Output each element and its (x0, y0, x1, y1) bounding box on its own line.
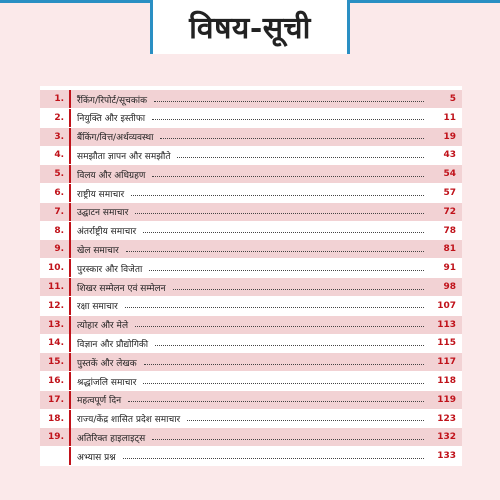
toc-row[interactable] (40, 165, 462, 183)
toc-entry-page: 123 (437, 413, 456, 424)
dot-leader (144, 364, 424, 365)
toc-row[interactable] (40, 353, 462, 371)
toc-entry-number: 8. (54, 225, 64, 236)
dot-leader (152, 439, 424, 440)
toc-entry-label: शिखर सम्मेलन एवं सम्मेलन (77, 283, 166, 294)
divider-line (69, 391, 71, 409)
divider-line (69, 90, 71, 108)
toc-row[interactable] (40, 128, 462, 146)
toc-entry-number: 13. (48, 319, 64, 330)
toc-entry-label: अंतर्राष्ट्रीय समाचार (77, 227, 137, 238)
toc-entry-label: नियुक्ति और इस्तीफा (77, 114, 146, 125)
toc-entry-label: विज्ञान और प्रौद्योगिकी (77, 339, 149, 350)
toc-entry-label: विलय और अधिग्रहण (77, 170, 146, 181)
toc-row[interactable] (40, 278, 462, 296)
toc-entry-label: बैंकिंग/वित्त/अर्थव्यवस्था (77, 133, 154, 144)
toc-entry-label: खेल समाचार (77, 245, 119, 256)
toc-entry-label: श्रद्धांजलि समाचार (77, 377, 137, 388)
dot-leader (128, 401, 424, 402)
toc-entry-page: 107 (437, 300, 456, 311)
toc-entry-page: 81 (443, 244, 456, 255)
toc-entry-page: 98 (443, 282, 456, 292)
page-title: विषय-सूची (189, 11, 311, 46)
dot-leader (126, 251, 424, 252)
toc-entry-page: 113 (437, 319, 456, 330)
toc-entry-number: 11. (48, 282, 64, 292)
toc-row[interactable] (40, 391, 462, 409)
toc-row[interactable] (40, 410, 462, 428)
toc-entry-page: 115 (437, 338, 456, 349)
dot-leader (155, 345, 424, 346)
toc-entry-label: राष्ट्रीय समाचार (77, 189, 125, 200)
toc-entry-number: 7. (54, 206, 64, 217)
toc-entry-number: 3. (54, 131, 64, 142)
toc-entry-page: 11 (443, 112, 456, 123)
toc-row[interactable] (40, 372, 462, 390)
divider-line (69, 222, 71, 240)
toc-entry-page: 57 (443, 188, 456, 198)
toc-row[interactable] (40, 334, 462, 352)
dot-leader (173, 289, 424, 290)
toc-entry-label: राज्य/केंद्र शासित प्रदेश समाचार (77, 415, 181, 426)
toc-entry-number: 2. (54, 112, 64, 123)
title-banner (150, 0, 350, 54)
toc-row[interactable] (40, 259, 462, 277)
divider-line (69, 334, 71, 352)
toc-entry-number: 12. (48, 300, 64, 311)
toc-row[interactable] (40, 203, 462, 221)
divider-line (69, 203, 71, 221)
toc-entry-number: 6. (54, 188, 64, 198)
toc-entry-label: अतिरिक्त हाइलाइट्स (77, 433, 146, 444)
toc-entry-label: अभ्यास प्रश्न (77, 452, 116, 463)
dot-leader (143, 232, 424, 233)
divider-line (69, 297, 71, 315)
toc-entry-label: समझौता ज्ञापन और समझौते (77, 151, 171, 162)
toc-entry-label: पुस्तकें और लेखक (77, 358, 137, 369)
dot-leader (152, 119, 424, 120)
toc-entry-number: 9. (54, 244, 64, 255)
toc-row[interactable] (40, 90, 462, 108)
toc-row[interactable] (40, 297, 462, 315)
toc-entry-number: 14. (48, 338, 64, 349)
toc-row[interactable] (40, 316, 462, 334)
toc-entry-number: 15. (48, 357, 64, 368)
toc-entry-page: 54 (443, 169, 456, 180)
toc-entry-label: महत्वपूर्ण दिन (77, 396, 122, 407)
toc-entry-number: 18. (48, 413, 64, 424)
toc-entry-number: 16. (48, 376, 64, 386)
divider-line (69, 278, 71, 296)
divider-line (69, 353, 71, 371)
toc-entry-page: 132 (437, 432, 456, 443)
dot-leader (125, 307, 424, 308)
toc-entry-number: 10. (48, 263, 64, 274)
toc-entry-page: 118 (437, 376, 456, 386)
toc-row[interactable] (40, 184, 462, 202)
divider-line (69, 128, 71, 146)
dot-leader (149, 270, 424, 271)
toc-entry-label: उद्घाटन समाचार (77, 208, 129, 219)
toc-entry-number: 5. (54, 169, 64, 180)
toc-entry-page: 5 (449, 94, 456, 104)
contents-panel (40, 86, 462, 466)
toc-row[interactable] (40, 428, 462, 446)
divider-line (69, 372, 71, 390)
dot-leader (135, 213, 424, 214)
dot-leader (143, 383, 424, 384)
toc-entry-page: 119 (437, 394, 456, 405)
divider-line (69, 146, 71, 164)
divider-line (69, 109, 71, 127)
toc-entry-number: 4. (54, 150, 64, 161)
divider-line (69, 184, 71, 202)
divider-line (69, 410, 71, 428)
divider-line (69, 240, 71, 258)
dot-leader (123, 458, 424, 459)
toc-entry-number: 17. (48, 394, 64, 405)
toc-entry-label: रक्षा समाचार (77, 302, 118, 313)
toc-entry-number: 1. (54, 94, 64, 104)
toc-row[interactable] (40, 109, 462, 127)
dot-leader (154, 101, 424, 102)
dot-leader (187, 420, 424, 421)
toc-entry-number: 19. (48, 432, 64, 443)
toc-entry-page: 133 (437, 451, 456, 462)
toc-entry-label: पुरस्कार और विजेता (77, 264, 143, 275)
toc-entry-label: त्योहार और मेले (77, 321, 129, 332)
toc-entry-page: 117 (437, 357, 456, 368)
toc-entry-label: रैंकिंग/रिपोर्ट/सूचकांक (77, 95, 148, 106)
dot-leader (131, 195, 424, 196)
toc-entry-page: 78 (443, 225, 456, 236)
toc-entry-page: 72 (443, 206, 456, 217)
toc-row[interactable] (40, 146, 462, 164)
dot-leader (177, 157, 424, 158)
divider-line (69, 165, 71, 183)
toc-row[interactable] (40, 222, 462, 240)
dot-leader (160, 138, 424, 139)
toc-entry-page: 91 (443, 263, 456, 274)
toc-row[interactable] (40, 240, 462, 258)
dot-leader (135, 326, 424, 327)
toc-entry-page: 43 (443, 150, 456, 161)
toc-row[interactable] (40, 447, 462, 465)
divider-line (69, 316, 71, 334)
toc-entry-page: 19 (443, 131, 456, 142)
divider-line (69, 447, 71, 465)
dot-leader (152, 176, 424, 177)
divider-line (69, 428, 71, 446)
divider-line (69, 259, 71, 277)
